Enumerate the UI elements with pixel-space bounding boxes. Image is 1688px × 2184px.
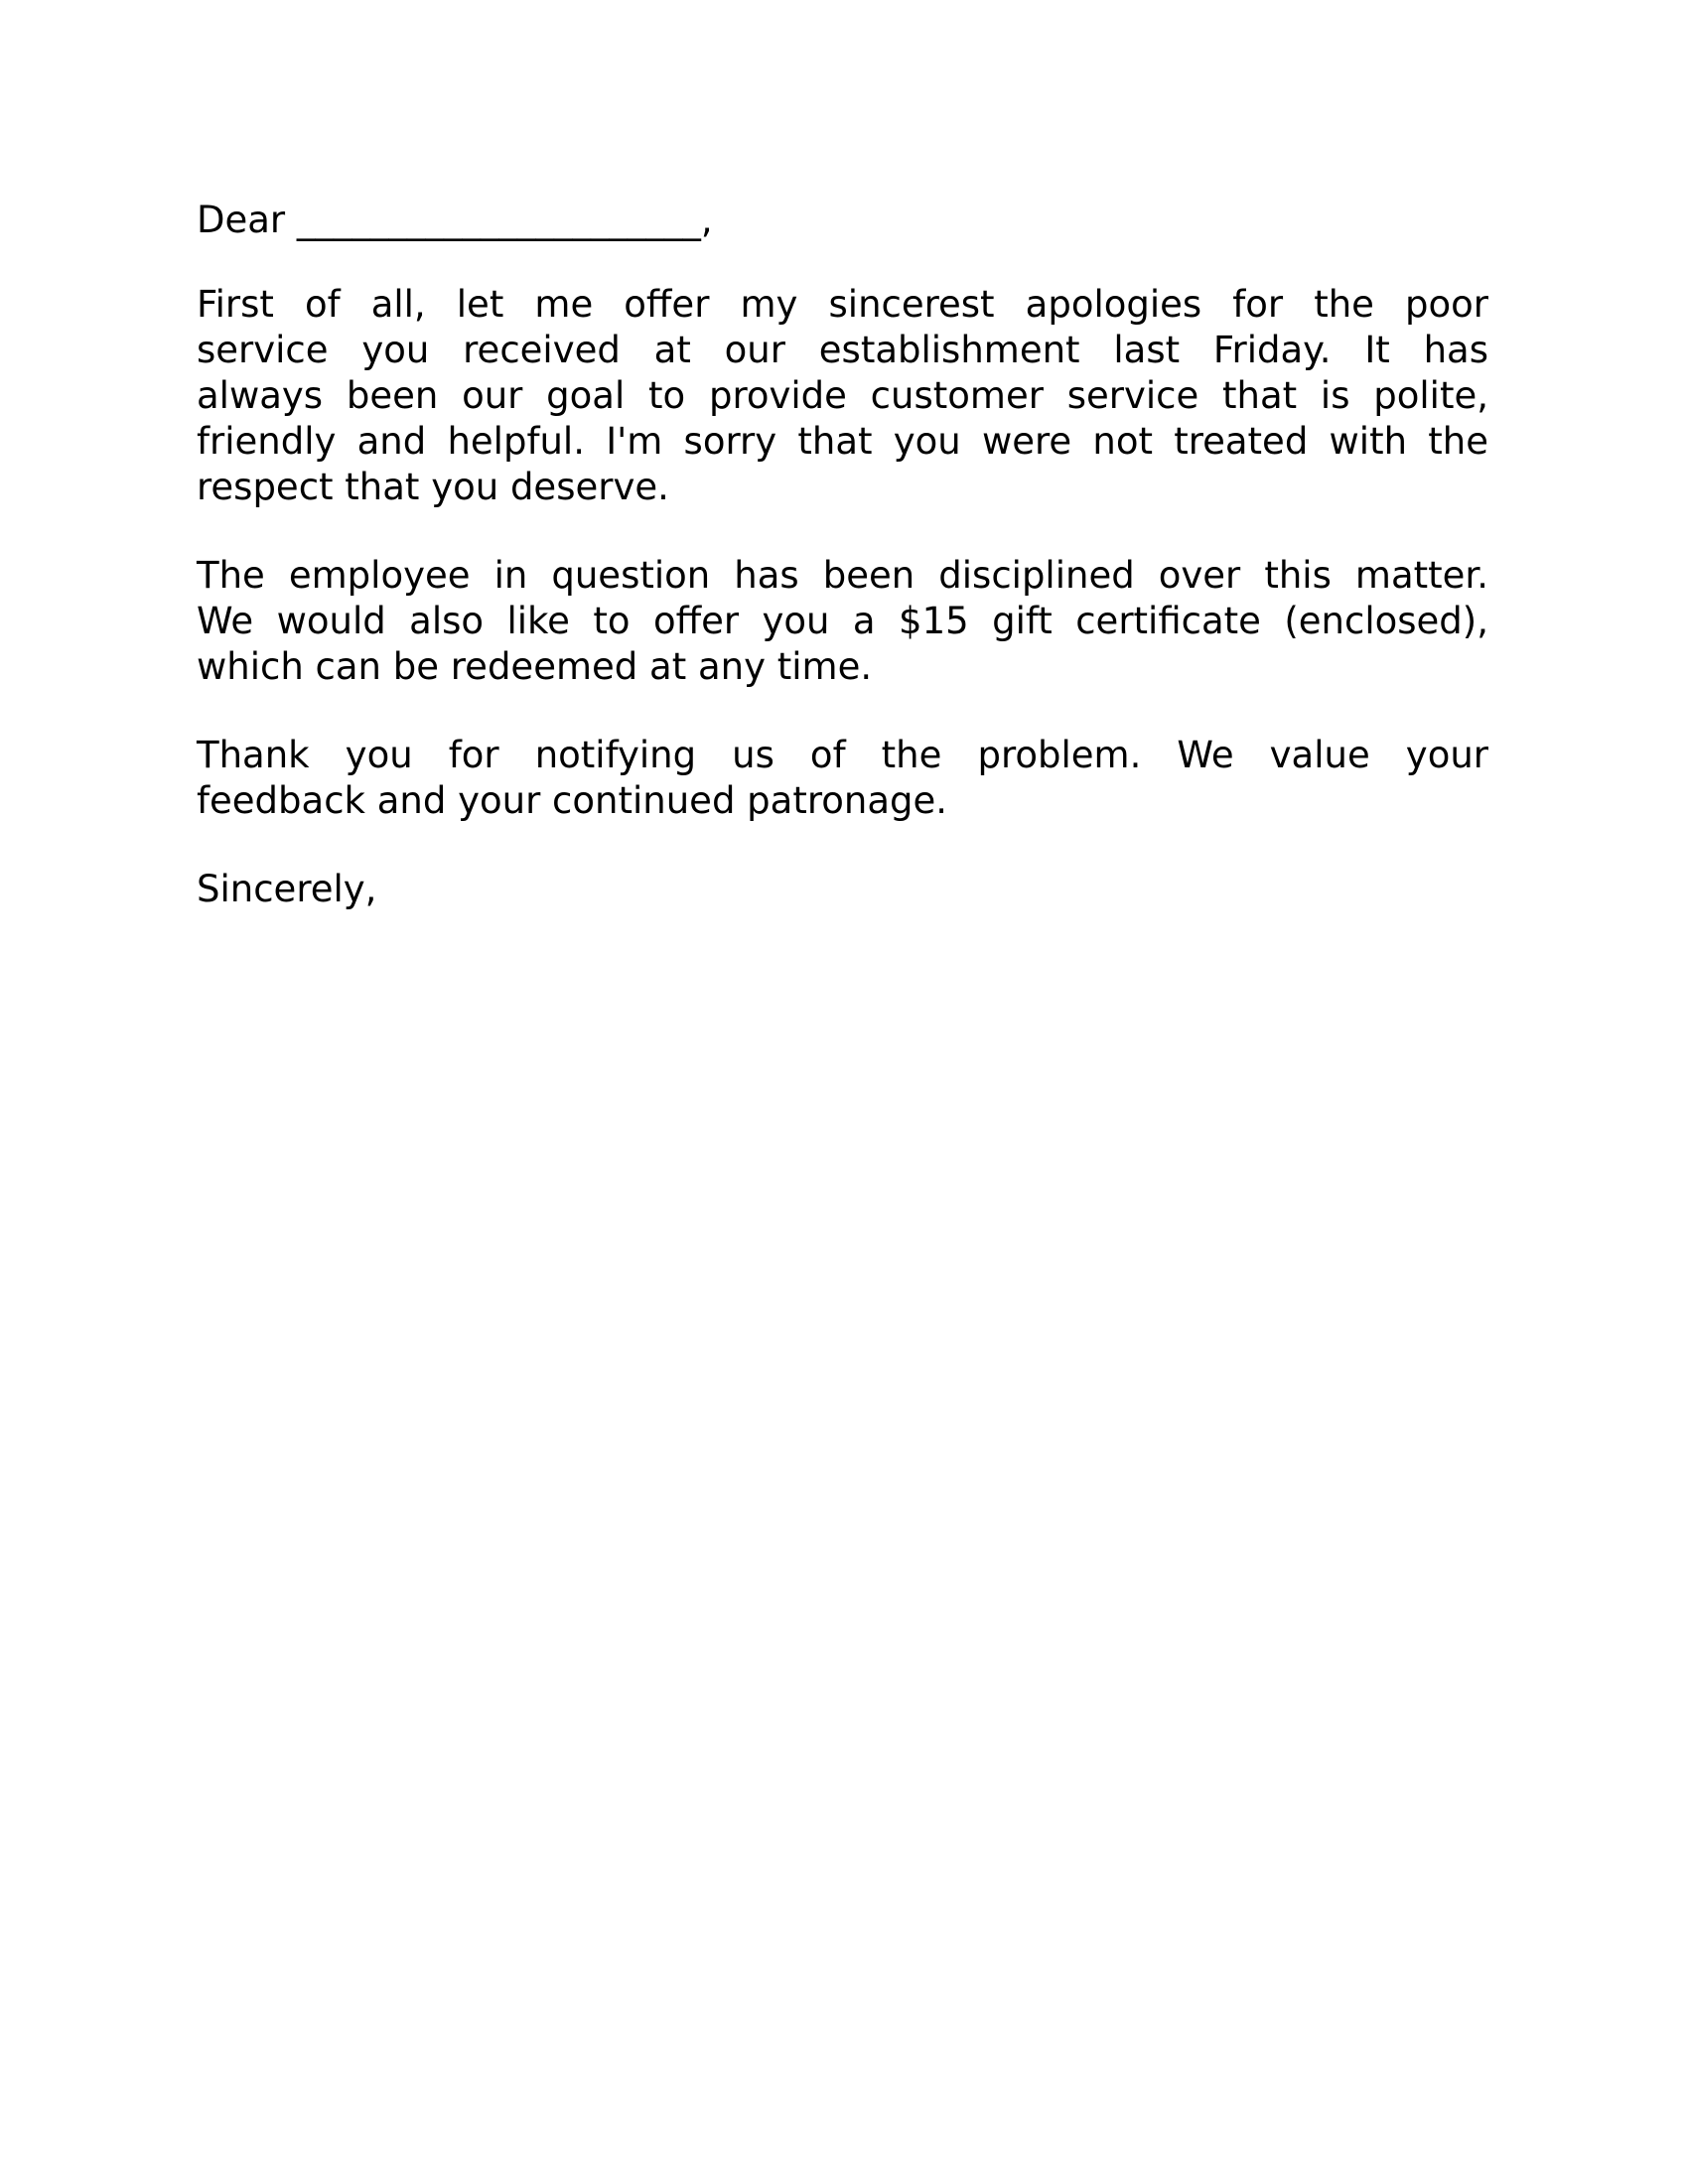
paragraph-line: which can be redeemed at any time. [197, 645, 873, 688]
closing-line: Sincerely, [197, 868, 377, 910]
paragraph-line: service you received at our establishment last Friday. It has [197, 329, 1488, 371]
paragraph-line: First of all, let me offer my sincerest apologies for the poor [197, 283, 1488, 326]
paragraph-line: feedback and your continued patronage. [197, 779, 948, 822]
paragraph-line: The employee in question has been disciplined over this matter. [197, 554, 1488, 597]
paragraph-line: always been our goal to provide customer service that is polite, [197, 374, 1488, 417]
salutation-line: Dear ______________________, [197, 199, 713, 241]
paragraph-apology [197, 282, 1488, 510]
paragraph-compensation [197, 553, 1488, 690]
paragraph-line: We would also like to offer you a $15 gift certificate (enclosed), [197, 600, 1488, 642]
paragraph-thanks [197, 733, 1488, 824]
paragraph-line: friendly and helpful. I'm sorry that you were not treated with the [197, 420, 1488, 463]
paragraph-line: Thank you for notifying us of the problem. We value your [197, 734, 1488, 776]
apology-letter-document [197, 198, 1488, 912]
paragraph-line: respect that you deserve. [197, 466, 669, 508]
